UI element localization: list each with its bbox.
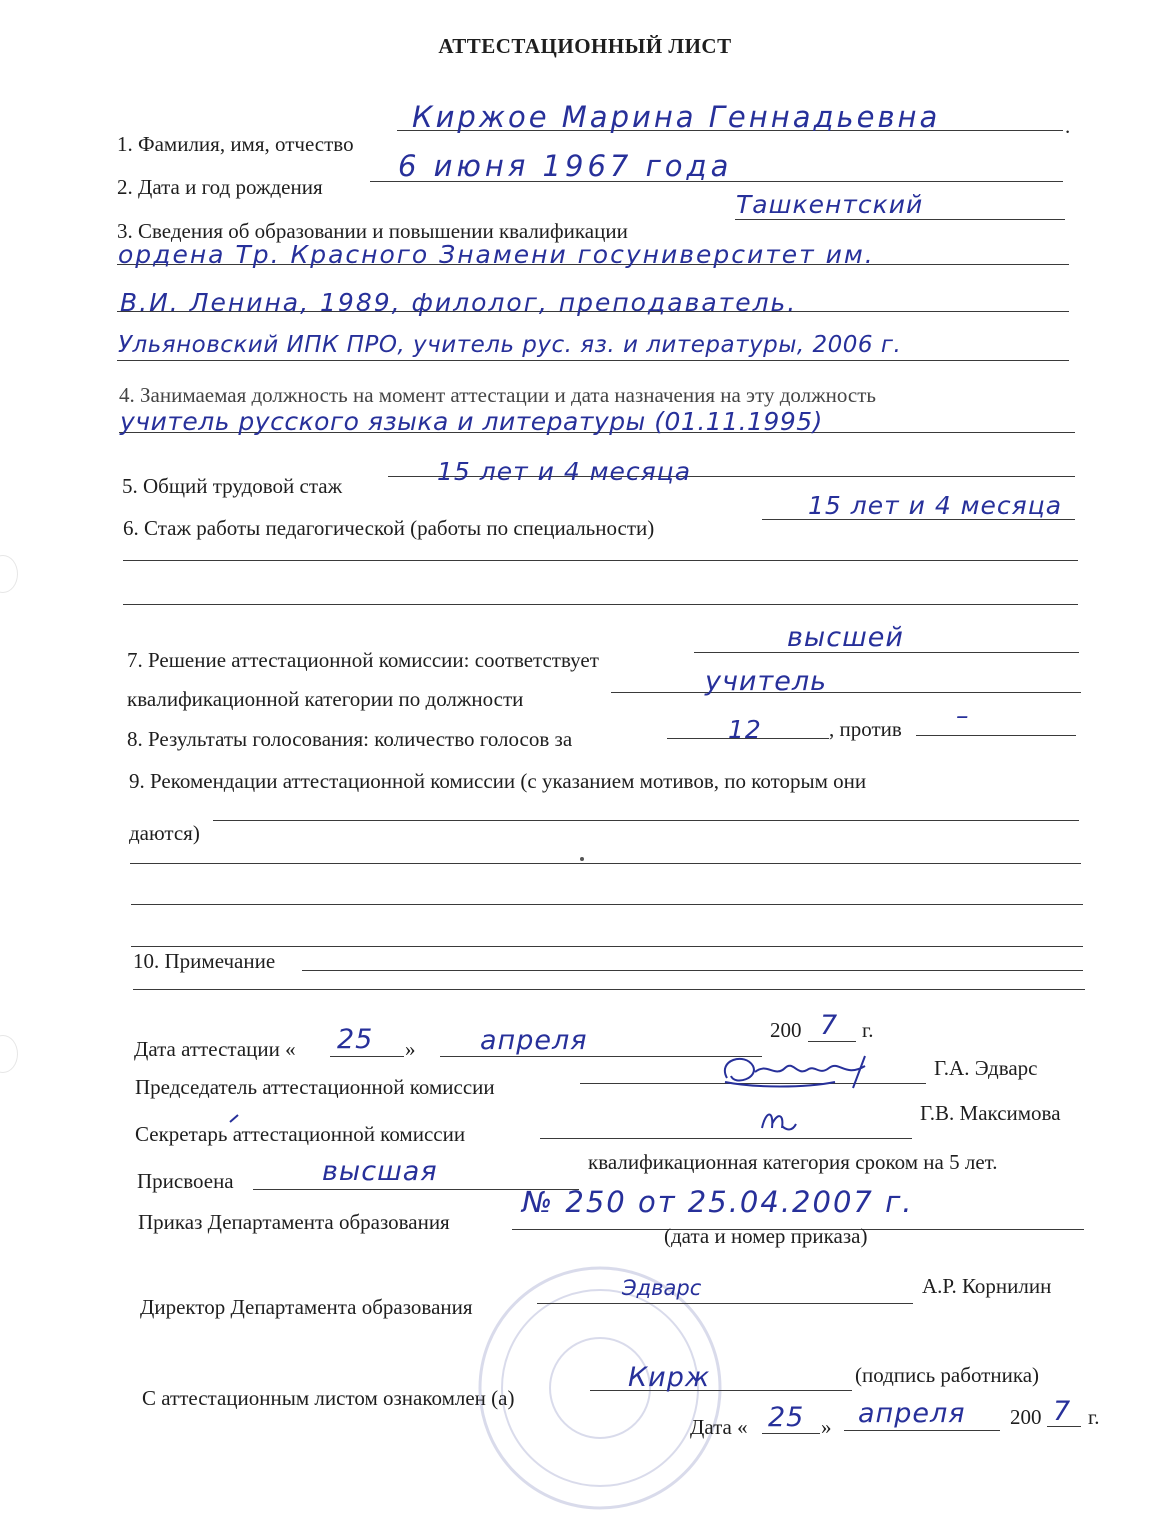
field-3-value-line-3: В.И. Ленина, 1989, филолог, преподаватель. xyxy=(120,288,798,317)
sign-date-month: апреля xyxy=(858,1398,966,1429)
order-value: № 250 от 25.04.2007 г. xyxy=(522,1185,914,1219)
field-3-label: 3. Сведения об образовании и повышении квалификации xyxy=(117,219,628,243)
sign-date-year-suffix: 7 xyxy=(1053,1396,1072,1427)
field-10-line-2 xyxy=(133,989,1085,990)
director-label: Директор Департамента образования xyxy=(140,1295,473,1319)
field-10-line-top xyxy=(131,946,1083,947)
secretary-signature-line xyxy=(540,1138,912,1139)
field-9-line-2 xyxy=(130,863,1081,864)
secretary-name: Г.В. Максимова xyxy=(920,1101,1061,1125)
field-10-label: 10. Примечание xyxy=(133,949,276,973)
field-7-value: высшей xyxy=(787,622,904,653)
field-3-line-4 xyxy=(117,360,1069,361)
field-8-for-value: 12 xyxy=(728,715,762,744)
attestation-date-year-prefix: 200 xyxy=(770,1018,802,1042)
field-1-dot: . xyxy=(1065,114,1071,138)
field-8-label: 8. Результаты голосования: количество голосов за xyxy=(127,727,573,751)
attestation-date-label: Дата аттестации « xyxy=(134,1037,296,1061)
document-title: АТТЕСТАЦИОННЫЙ ЛИСТ xyxy=(438,34,732,58)
order-label: Приказ Департамента образования xyxy=(138,1210,450,1234)
field-1-value: Киржое Марина Геннадьевна xyxy=(412,100,941,134)
sign-date-day-line xyxy=(762,1433,820,1434)
field-3-value-line-1: Ташкентский xyxy=(736,190,924,219)
field-8-against-value: – xyxy=(956,701,970,730)
ink-mark xyxy=(228,1112,242,1126)
punch-hole xyxy=(0,555,18,593)
field-9-label-2: даются) xyxy=(129,821,200,845)
field-2-value: 6 июня 1967 года xyxy=(398,149,733,183)
punch-hole xyxy=(0,1035,18,1073)
field-7-label: 7. Решение аттестационной комиссии: соответствует xyxy=(127,648,599,672)
attestation-date-year-unit: г. xyxy=(862,1018,874,1042)
director-signature: Эдварс xyxy=(622,1276,702,1300)
field-6-line-2 xyxy=(123,560,1078,561)
attestation-date-year-line xyxy=(808,1041,856,1042)
attestation-date-month-line xyxy=(440,1056,762,1057)
chairman-signature xyxy=(715,1048,885,1093)
sign-date-month-line xyxy=(844,1430,1000,1431)
field-7b-line xyxy=(611,692,1081,693)
field-2-label: 2. Дата и год рождения xyxy=(117,175,323,199)
assigned-suffix: квалификационная категория сроком на 5 лет. xyxy=(588,1150,998,1174)
field-5-label: 5. Общий трудовой стаж xyxy=(122,474,343,498)
field-6-label: 6. Стаж работы педагогической (работы по специальности) xyxy=(123,516,655,540)
field-1-label: 1. Фамилия, имя, отчество xyxy=(117,132,354,156)
field-9-label: 9. Рекомендации аттестационной комиссии (с указанием мотивов, по которым они xyxy=(129,769,867,793)
secretary-signature xyxy=(756,1104,806,1140)
field-6-line-3 xyxy=(123,604,1078,605)
sign-date-year-unit: г. xyxy=(1088,1405,1100,1429)
chairman-label: Председатель аттестационной комиссии xyxy=(135,1075,495,1099)
field-6-value: 15 лет и 4 месяца xyxy=(808,491,1063,520)
attestation-date-close: » xyxy=(405,1037,416,1061)
assigned-value: высшая xyxy=(322,1156,438,1187)
field-9-line xyxy=(213,820,1079,821)
ink-speck xyxy=(580,857,584,861)
sign-date-label: Дата « xyxy=(690,1415,748,1439)
field-3-line-1 xyxy=(735,219,1065,220)
acquainted-label: С аттестационным листом ознакомлен (а) xyxy=(142,1386,515,1410)
sign-date-close: » xyxy=(821,1415,832,1439)
field-7b-value: учитель xyxy=(705,666,827,697)
field-4-label: 4. Занимаемая должность на момент аттестации и дата назначения на эту должность xyxy=(119,383,876,407)
field-5-value: 15 лет и 4 месяца xyxy=(437,457,692,486)
chairman-name: Г.А. Эдварс xyxy=(934,1056,1038,1080)
field-3-value-line-2: ордена Тр. Красного Знамени госуниверситет им. xyxy=(118,240,875,269)
field-9-line-3 xyxy=(131,904,1083,905)
acquainted-caption: (подпись работника) xyxy=(855,1363,1040,1387)
attestation-date-year-suffix: 7 xyxy=(820,1010,839,1041)
acquainted-signature: Кирж xyxy=(628,1362,711,1393)
field-10-line xyxy=(302,970,1083,971)
attestation-date-day-line xyxy=(330,1056,404,1057)
sign-date-year-prefix: 200 xyxy=(1010,1405,1042,1429)
order-caption: (дата и номер приказа) xyxy=(664,1224,868,1248)
field-3-value-line-4: Ульяновский ИПК ПРО, учитель рус. яз. и литературы, 2006 г. xyxy=(118,332,902,358)
attestation-date-day: 25 xyxy=(337,1024,374,1055)
field-8-against-line xyxy=(916,735,1076,736)
field-7b-label: квалификационной категории по должности xyxy=(127,687,524,711)
director-name: А.Р. Корнилин xyxy=(922,1274,1052,1298)
field-8-against-label: , против xyxy=(829,717,902,741)
field-4-value: учитель русского языка и литературы (01.11.1995) xyxy=(120,407,823,436)
assigned-label: Присвоена xyxy=(137,1169,234,1193)
secretary-label: Секретарь аттестационной комиссии xyxy=(135,1122,466,1146)
sign-date-day: 25 xyxy=(768,1402,805,1433)
attestation-date-month: апреля xyxy=(480,1025,588,1056)
director-signature-line xyxy=(537,1303,913,1304)
